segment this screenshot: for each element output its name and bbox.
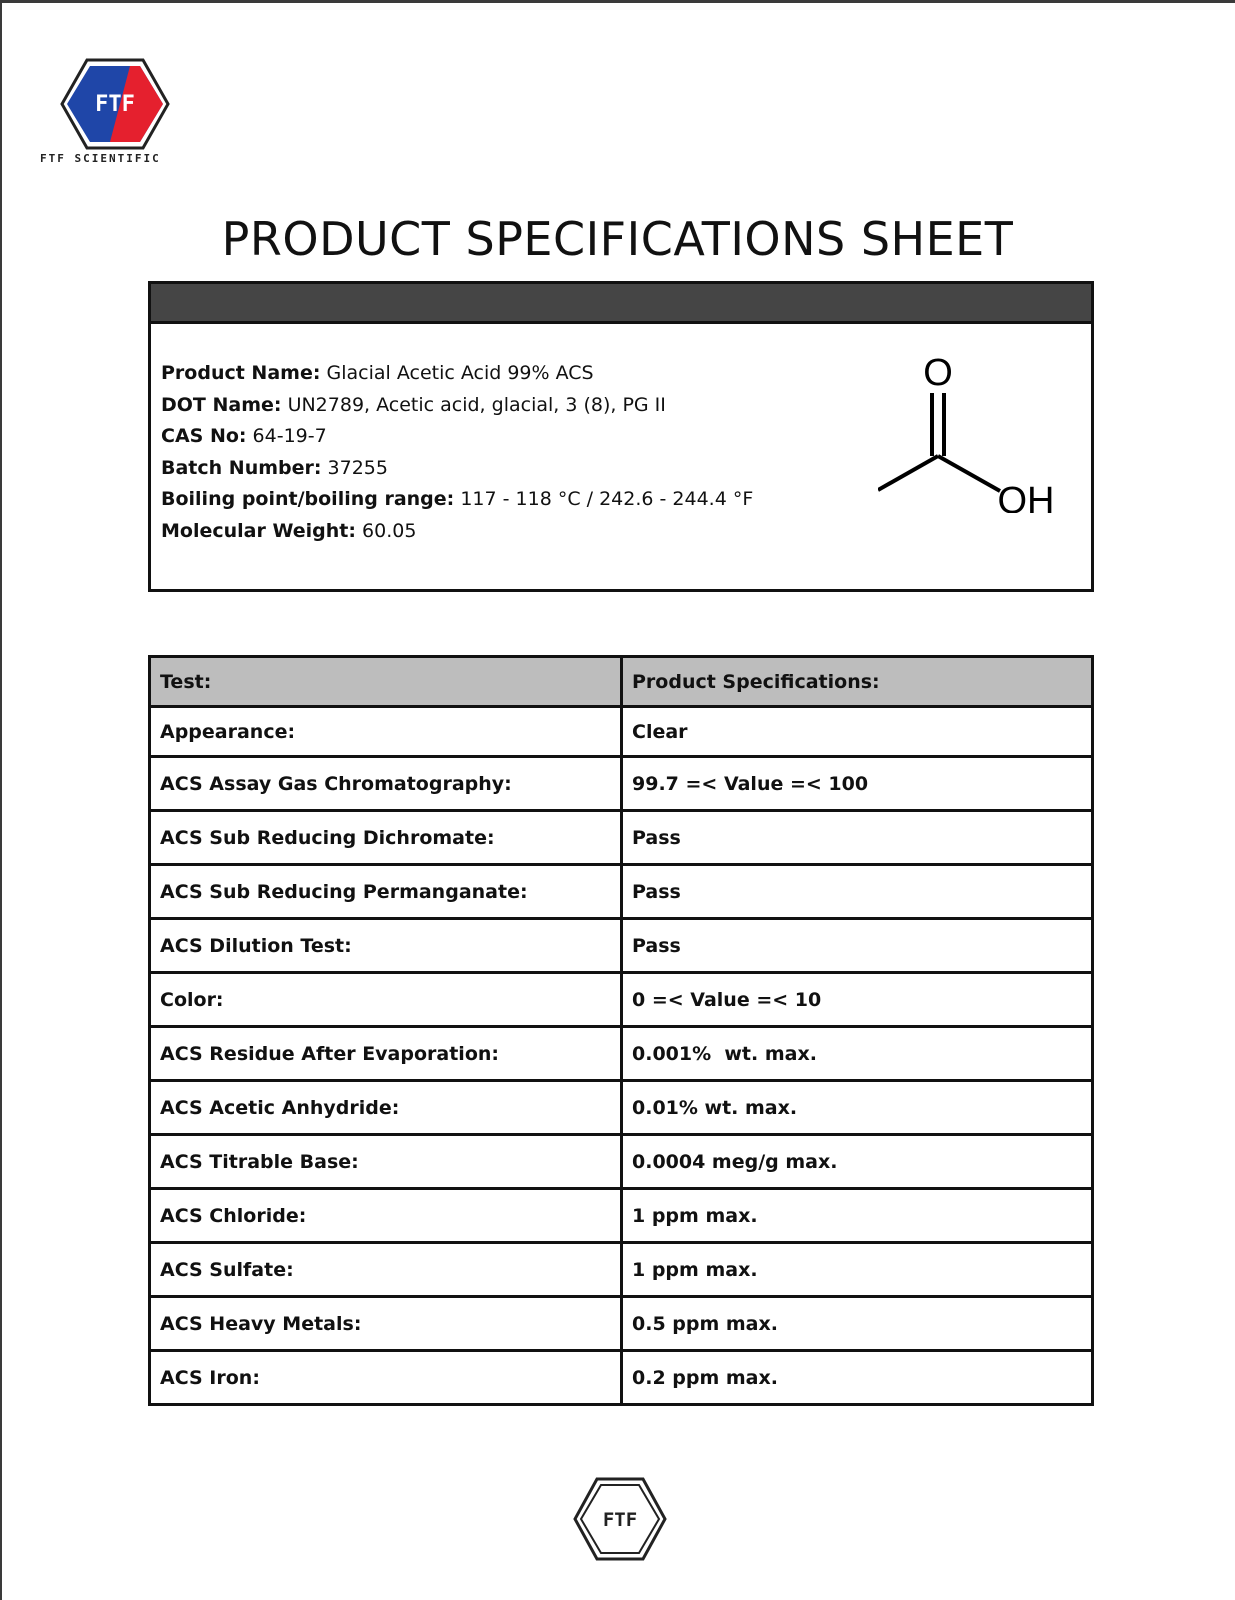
spec-cell: 0.001% wt. max. <box>622 1027 1093 1081</box>
table-row <box>150 757 1093 811</box>
spec-cell: 0.2 ppm max. <box>622 1351 1093 1405</box>
molecular-weight-row <box>161 516 753 548</box>
ftf-outline-hexagon-icon <box>573 1477 667 1561</box>
product-info-box <box>148 281 1094 592</box>
info-header-bar <box>151 284 1091 324</box>
test-cell: ACS Sub Reducing Dichromate: <box>150 811 622 865</box>
column-header-test: Test: <box>150 657 622 707</box>
test-cell: ACS Iron: <box>150 1351 622 1405</box>
chemical-structure-icon <box>878 323 1078 513</box>
test-cell: ACS Sub Reducing Permanganate: <box>150 865 622 919</box>
svg-text:FTF: FTF <box>95 92 135 117</box>
test-cell: ACS Titrable Base: <box>150 1135 622 1189</box>
spec-cell: 1 ppm max. <box>622 1243 1093 1297</box>
svg-text:OH: OH <box>997 480 1055 513</box>
test-cell: ACS Residue After Evaporation: <box>150 1027 622 1081</box>
spec-cell: Pass <box>622 865 1093 919</box>
svg-text:FTF: FTF <box>602 1509 638 1531</box>
page-title: PRODUCT SPECIFICATIONS SHEET <box>221 212 1014 266</box>
footer-logo <box>573 1477 667 1565</box>
table-row <box>150 919 1093 973</box>
product-details <box>161 358 753 547</box>
table-row <box>150 1027 1093 1081</box>
test-cell: ACS Dilution Test: <box>150 919 622 973</box>
batch-value: 37255 <box>327 456 388 479</box>
table-row <box>150 707 1093 757</box>
column-header-spec: Product Specifications: <box>622 657 1093 707</box>
table-header-row <box>150 657 1093 707</box>
table-row <box>150 865 1093 919</box>
test-cell: ACS Sulfate: <box>150 1243 622 1297</box>
svg-text:O: O <box>923 352 953 394</box>
ftf-hexagon-logo-icon <box>60 58 170 150</box>
dot-name-row <box>161 390 753 422</box>
test-cell: Appearance: <box>150 707 622 757</box>
dot-name-value: UN2789, Acetic acid, glacial, 3 (8), PG II <box>287 393 666 416</box>
boiling-label: Boiling point/boiling range: <box>161 488 455 510</box>
test-cell: ACS Heavy Metals: <box>150 1297 622 1351</box>
product-name-value: Glacial Acetic Acid 99% ACS <box>326 362 594 384</box>
batch-row <box>161 453 753 485</box>
molecular-weight-value: 60.05 <box>362 519 417 542</box>
cas-label: CAS No: <box>161 425 247 447</box>
spec-cell: Pass <box>622 919 1093 973</box>
spec-cell: 99.7 =< Value =< 100 <box>622 757 1093 811</box>
page-border-top <box>0 0 1235 3</box>
boiling-value: 117 - 118 °C / 242.6 - 244.4 °F <box>460 488 754 510</box>
spec-cell: Pass <box>622 811 1093 865</box>
product-name-label: Product Name: <box>161 362 321 384</box>
product-name-row <box>161 358 753 390</box>
company-name: FTF SCIENTIFIC <box>40 152 161 165</box>
spec-cell: 0.5 ppm max. <box>622 1297 1093 1351</box>
table-row <box>150 1297 1093 1351</box>
specifications-table <box>148 655 1094 1406</box>
table-row <box>150 1351 1093 1405</box>
cas-row <box>161 421 753 453</box>
cas-value: 64-19-7 <box>252 425 327 447</box>
table-row <box>150 1189 1093 1243</box>
table-row <box>150 1243 1093 1297</box>
spec-cell: 0.0004 meg/g max. <box>622 1135 1093 1189</box>
spec-cell: 1 ppm max. <box>622 1189 1093 1243</box>
table-row <box>150 973 1093 1027</box>
company-logo <box>40 58 190 165</box>
table-row <box>150 811 1093 865</box>
spec-cell: Clear <box>622 707 1093 757</box>
table-row <box>150 1135 1093 1189</box>
test-cell: ACS Assay Gas Chromatography: <box>150 757 622 811</box>
table-row <box>150 1081 1093 1135</box>
test-cell: ACS Chloride: <box>150 1189 622 1243</box>
batch-label: Batch Number: <box>161 456 322 479</box>
spec-cell: 0 =< Value =< 10 <box>622 973 1093 1027</box>
boiling-row <box>161 484 753 516</box>
dot-name-label: DOT Name: <box>161 393 282 416</box>
molecular-weight-label: Molecular Weight: <box>161 519 356 542</box>
test-cell: Color: <box>150 973 622 1027</box>
spec-cell: 0.01% wt. max. <box>622 1081 1093 1135</box>
test-cell: ACS Acetic Anhydride: <box>150 1081 622 1135</box>
